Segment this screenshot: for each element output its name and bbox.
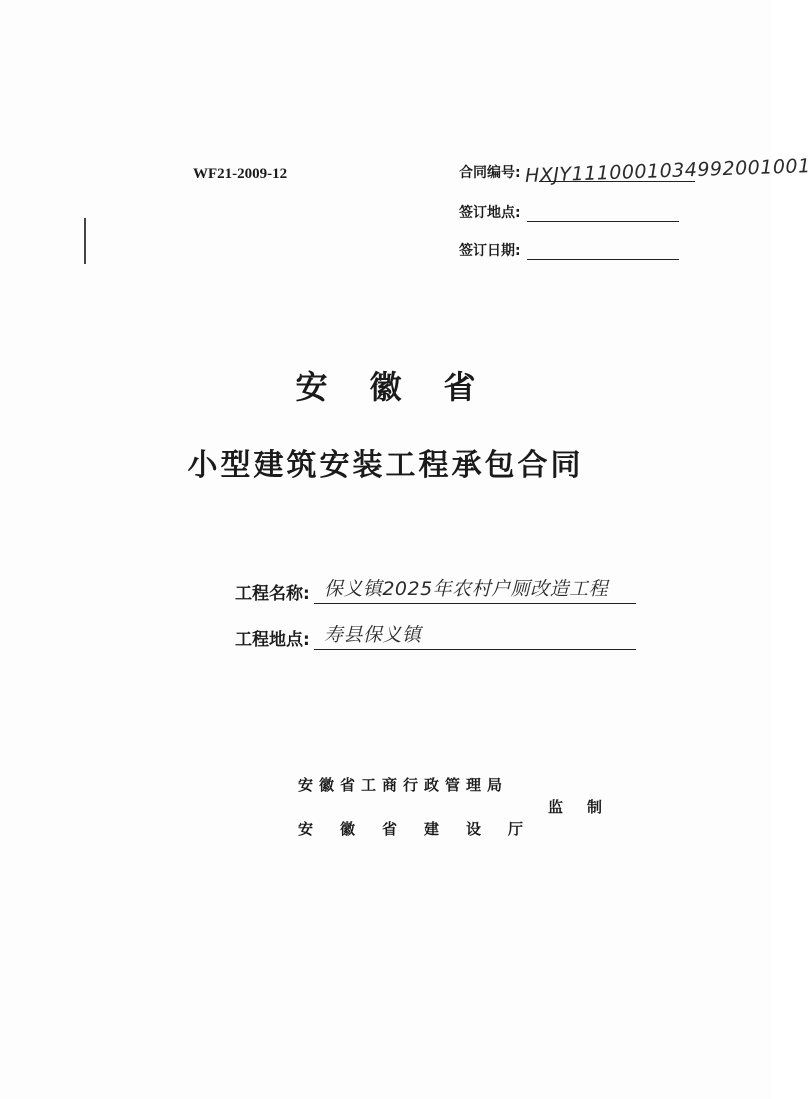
issuer-construction-dept: 安徽省建设厅 bbox=[298, 820, 551, 838]
supervise-label: 监制 bbox=[548, 798, 627, 816]
margin-mark bbox=[84, 218, 86, 264]
project-name-value: 保义镇2025年农村户厕改造工程 bbox=[323, 578, 609, 600]
project-place-row bbox=[235, 623, 636, 650]
contract-number-value: HXJY1110001034992001001 bbox=[524, 155, 811, 187]
contract-number-underline bbox=[539, 181, 695, 182]
sign-place-row bbox=[459, 202, 679, 222]
province-title: 安徽省 bbox=[295, 368, 518, 406]
issuer-industry-commerce: 安徽省工商行政管理局 bbox=[298, 776, 509, 794]
project-place-label: 工程地点: bbox=[235, 630, 310, 650]
contract-number-row bbox=[459, 155, 811, 187]
project-name-label: 工程名称: bbox=[235, 584, 310, 604]
project-name-underline bbox=[314, 577, 636, 604]
contract-number-label: 合同编号: bbox=[459, 165, 521, 181]
sign-date-blank bbox=[527, 241, 679, 260]
project-place-value: 寿县保义镇 bbox=[323, 624, 422, 646]
project-name-row bbox=[235, 577, 636, 604]
sign-place-label: 签订地点: bbox=[459, 205, 521, 221]
sign-date-row bbox=[459, 240, 679, 260]
sign-place-blank bbox=[527, 203, 679, 222]
contract-title: 小型建筑安装工程承包合同 bbox=[187, 448, 584, 483]
form-code: WF21-2009-12 bbox=[193, 166, 288, 182]
project-place-underline bbox=[314, 623, 636, 650]
sign-date-label: 签订日期: bbox=[459, 243, 521, 259]
